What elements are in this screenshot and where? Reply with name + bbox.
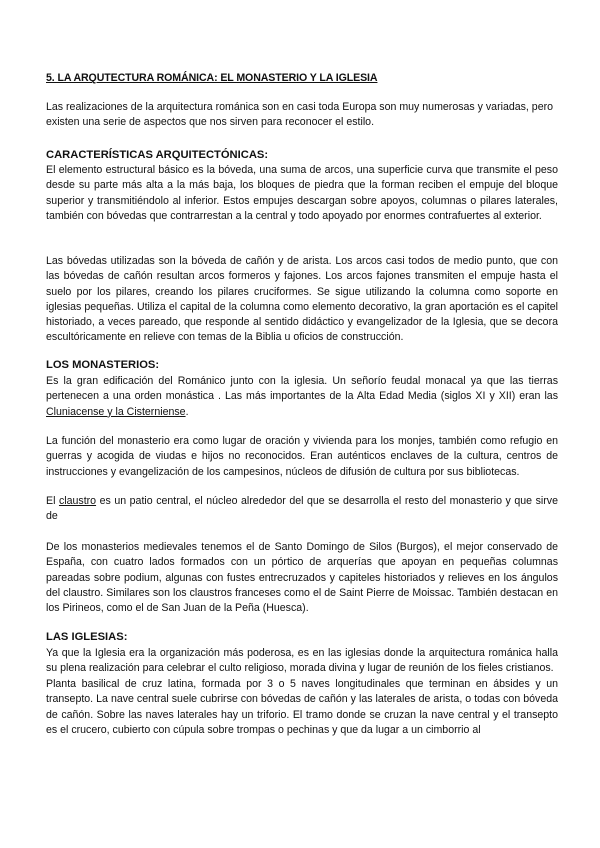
caracteristicas-paragraph-2: Las bóvedas utilizadas son la bóveda de cañón y de arista. Los arcos casi todos de medio punto, que con las bóvedas de cañón resultan arcos formeros y fajones. Los arcos fajones transmiten el empuje hasta el suelo por los pilares, creando los pilares cruciformes. Se sigue utilizando la columna como soporte en iglesias pequeñas. Utiliza el capital de la columna como elemento decorativo, la gran aportación es el capitel historiado, a veces pareado, que responde al sentido didáctico y evangelizador de la Iglesia, que se decora escultóricamente en relieve con temas de la Biblia u oficios de construcción. xyxy=(46,255,558,344)
claustro-link[interactable]: claustro xyxy=(58,495,97,507)
monasterios-paragraph-1-text: Es la gran edificación del Románico junto con la iglesia. Un señorío feudal monacal ya que las tierras pertenecen a una orden monástica . Las más importantes de la Alta Edad Media (siglos XI y XII) eran las xyxy=(46,375,558,403)
page-title: 5. LA ARQUTECTURA ROMÁNICA: EL MONASTERIO Y LA IGLESIA xyxy=(46,72,378,84)
monasterios-paragraph-1-end: . xyxy=(185,405,189,418)
monasterios-paragraph-3-start: El xyxy=(46,495,59,507)
iglesias-paragraph-2: Planta basilical de cruz latina, formada por 3 o 5 naves longitudinales que terminan en ábsides y un transepto. La nave central suele cubrirse con bóvedas de cañón y las laterales de arista, o todas con bóveda de cañón. Sobre las naves laterales hay un triforio. El tramo donde se cruzan la nave central y el transepto es el crucero, cubierto con cúpula sobre trompas o pechinas y que da lugar a un cimborrio al xyxy=(46,678,558,736)
section-heading-iglesias: LAS IGLESIAS: xyxy=(46,631,128,643)
monasterios-paragraph-1 xyxy=(46,374,558,420)
section-heading-monasterios: LOS MONASTERIOS: xyxy=(46,359,160,371)
iglesias-paragraph-1: Ya que la Iglesia era la organización más poderosa, es en las iglesias donde la arquitectura románica halla su plena realización para celebrar el culto religioso, morada divina y lugar de reunión de los fieles cristianos. xyxy=(46,647,558,675)
monasterios-paragraph-4: De los monasterios medievales tenemos el de Santo Domingo de Silos (Burgos), el mejor conservado de España, con cuatro lados formados con un pórtico de arquerías que apoyan en pequeñas columnas pareadas sobre podium, algunas con fustes entrecruzados y capiteles historiados y relieves en los ángulos del claustro. Similares son los claustros franceses como el de Saint Pierre de Moissac. También destacan en los Pirineos, como el de San Juan de la Peña (Huesca). xyxy=(46,541,558,615)
monasterios-paragraph-3-text: es un patio central, el núcleo alrededor del que se desarrolla el resto del monasterio y que sirve de xyxy=(46,495,558,523)
monasterios-paragraph-2: La función del monasterio era como lugar de oración y vivienda para los monjes, también como refugio en guerras y acogida de viudas e hijos no reconocidos. Eran auténticos enclaves de la cultura, centros de instrucciones y evangelización de los campesinos, núcleos de difusión de cultura por sus bibliotecas. xyxy=(46,435,558,478)
section-heading-caracteristicas: CARACTERÍSTICAS ARQUITECTÓNICAS: xyxy=(46,149,269,161)
caracteristicas-paragraph-1: El elemento estructural básico es la bóveda, una suma de arcos, una superficie curva que transmite el peso desde su parte más alta a la más baja, los bloques de piedra que la forman reciben el empuje del bloque superior y transmitiéndolo al inferior. Estos empujes descargan sobre apoyos, columnas o pilares laterales, también con bóvedas que contrarrestan a la central y todo apoyado por enormes contrafuertes al exterior. xyxy=(46,164,558,222)
intro-paragraph: Las realizaciones de la arquitectura románica son en casi toda Europa son muy numerosas y variadas, pero existen una serie de aspectos que nos sirven para reconocer el estilo. xyxy=(46,101,554,129)
monasterios-paragraph-3 xyxy=(46,494,558,525)
cluniacense-cisterniense-link[interactable]: Cluniacense y la Cisterniense xyxy=(46,405,186,418)
